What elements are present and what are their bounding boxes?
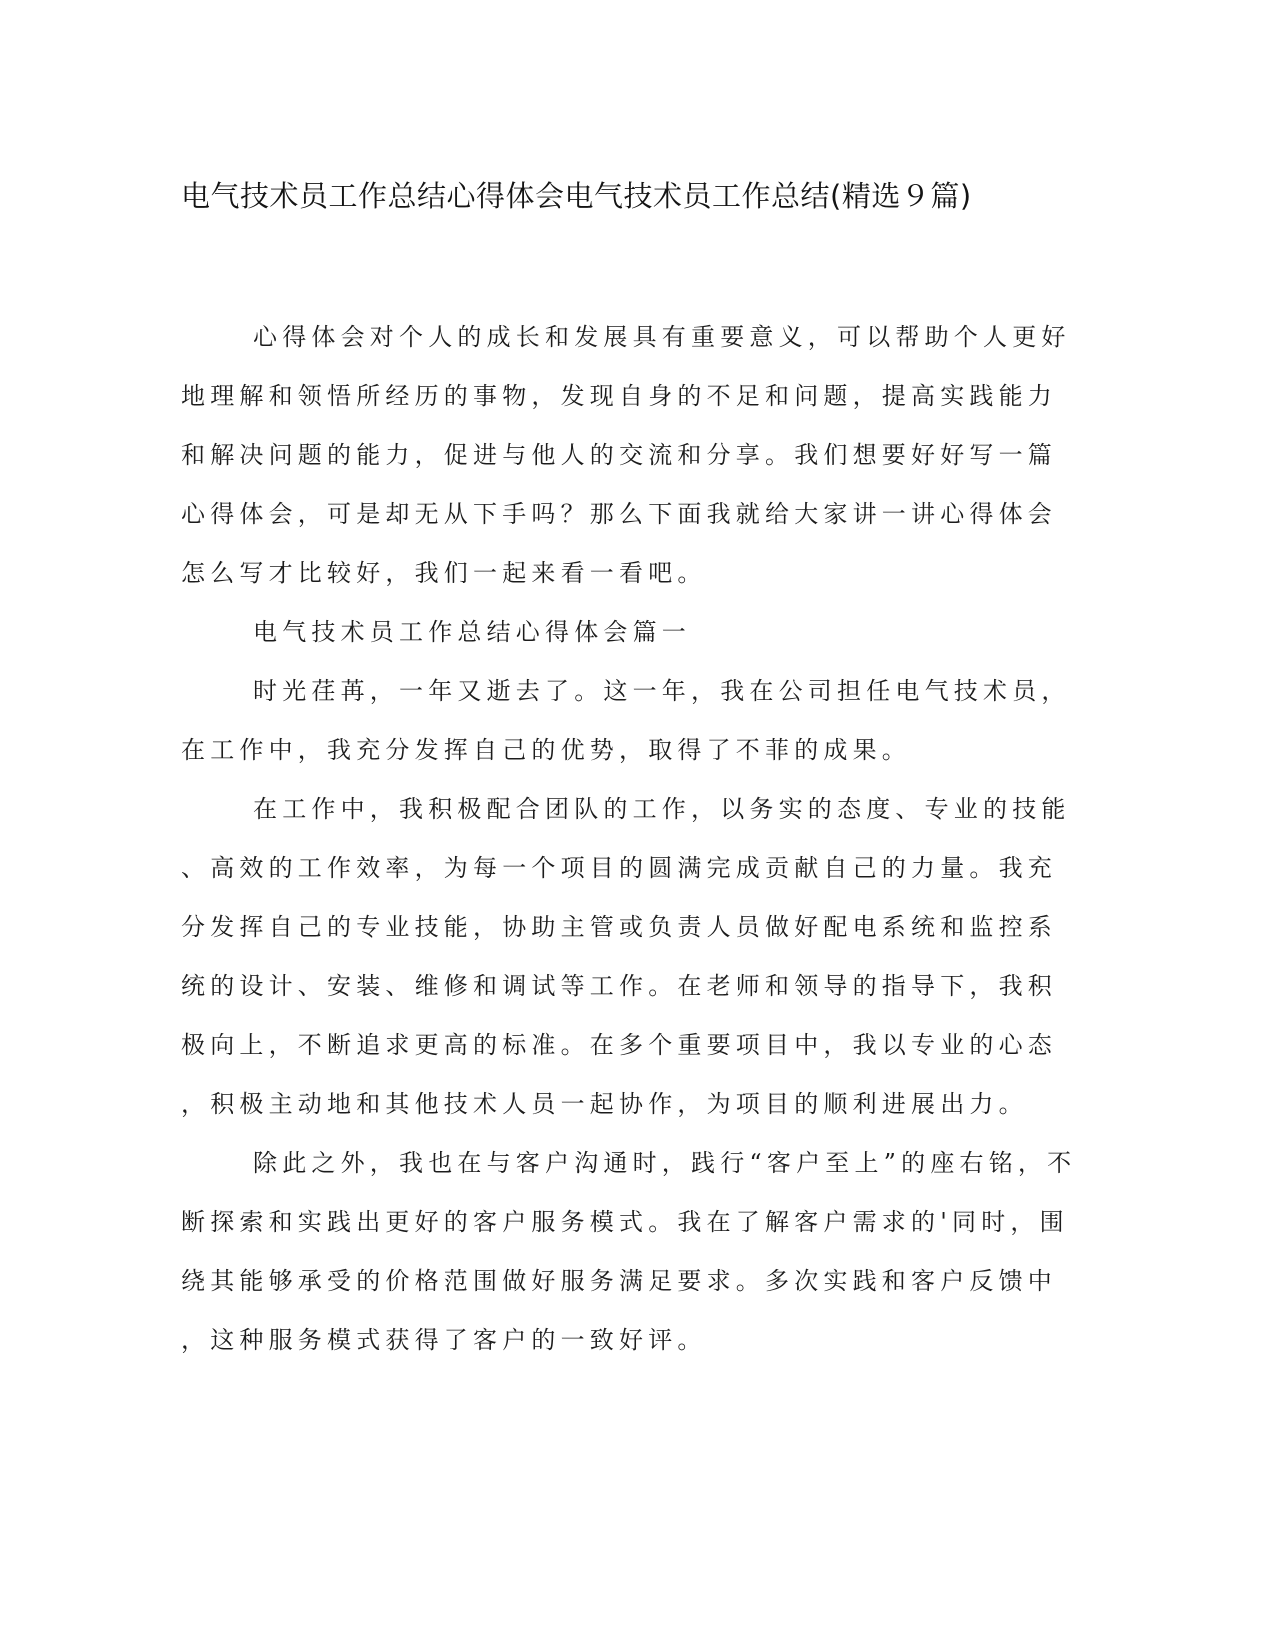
section-heading-text: 电气技术员工作总结心得体会篇一 [253, 618, 691, 646]
paragraph-year-summary [181, 662, 1071, 780]
paragraph-line: 时光荏苒，一年又逝去了。这一年，我在公司担任电气技术员， [253, 677, 1071, 705]
paragraph-line: 绕其能够承受的价格范围做好服务满足要求。多次实践和客户反馈中 [181, 1267, 1057, 1295]
paragraph-line: 除此之外，我也在与客户沟通时，践行“客户至上”的座右铭，不 [253, 1149, 1077, 1177]
paragraph-line: ，这种服务模式获得了客户的一致好评。 [181, 1326, 707, 1354]
paragraph-line: 断探索和实践出更好的客户服务模式。我在了解客户需求的'同时，围 [181, 1208, 1069, 1236]
paragraph-line: 心得体会，可是却无从下手吗？那么下面我就给大家讲一讲心得体会 [181, 500, 1057, 528]
paragraph-line: 极向上，不断追求更高的标准。在多个重要项目中，我以专业的心态 [181, 1031, 1057, 1059]
paragraph-line: 统的设计、安装、维修和调试等工作。在老师和领导的指导下，我积 [181, 972, 1057, 1000]
paragraph-line: 心得体会对个人的成长和发展具有重要意义，可以帮助个人更好 [253, 323, 1071, 351]
paragraph-teamwork [181, 780, 1071, 1134]
paragraph-line: ，积极主动地和其他技术人员一起协作，为项目的顺利进展出力。 [181, 1090, 1028, 1118]
paragraph-line: 和解决问题的能力，促进与他人的交流和分享。我们想要好好写一篇 [181, 441, 1057, 469]
document-body [181, 308, 1077, 1370]
paragraph-line: 、高效的工作效率，为每一个项目的圆满完成贡献自己的力量。我充 [181, 854, 1057, 882]
paragraph-line: 分发挥自己的专业技能，协助主管或负责人员做好配电系统和监控系 [181, 913, 1057, 941]
paragraph-line: 在工作中，我积极配合团队的工作，以务实的态度、专业的技能 [253, 795, 1071, 823]
section-heading [181, 603, 1036, 662]
paragraph-line: 地理解和领悟所经历的事物，发现自身的不足和问题，提高实践能力 [181, 382, 1057, 410]
document-title: 电气技术员工作总结心得体会电气技术员工作总结(精选９篇) [181, 179, 972, 213]
paragraph-line: 怎么写才比较好，我们一起来看一看吧。 [181, 559, 707, 587]
paragraph-intro [181, 308, 1071, 603]
paragraph-customer-service [181, 1134, 1077, 1370]
paragraph-line: 在工作中，我充分发挥自己的优势，取得了不菲的成果。 [181, 736, 911, 764]
